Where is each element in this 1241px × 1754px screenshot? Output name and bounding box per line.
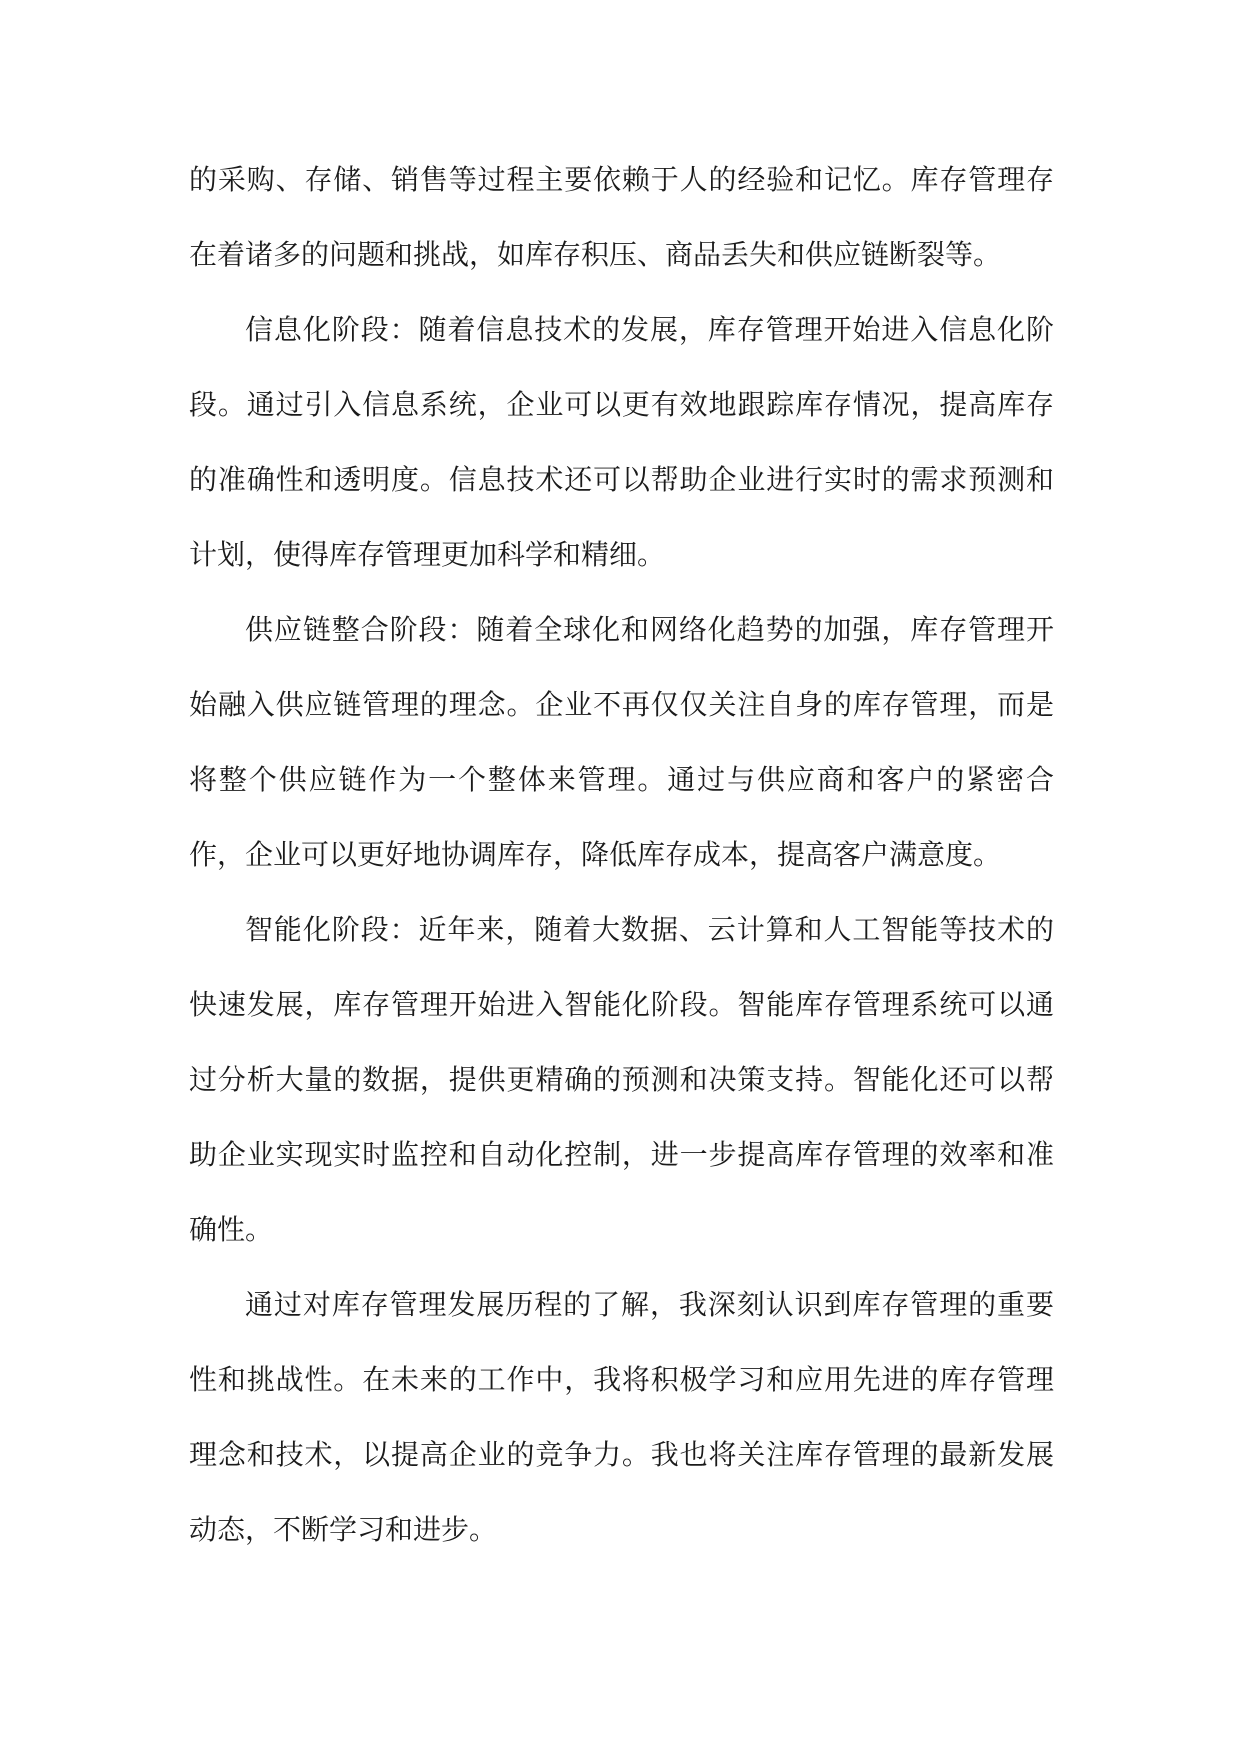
paragraph-informatization-stage: 信息化阶段：随着信息技术的发展，库存管理开始进入信息化阶段。通过引入信息系统，企业可以更有效地跟踪库存情况，提高库存的准确性和透明度。信息技术还可以帮助企业进行实时的需求预测和计划，使得库存管理更加科学和精细。: [189, 313, 1054, 571]
paragraph-conclusion: 通过对库存管理发展历程的了解，我深刻认识到库存管理的重要性和挑战性。在未来的工作中，我将积极学习和应用先进的库存管理理念和技术，以提高企业的竞争力。我也将关注库存管理的最新发展动态，不断学习和进步。: [189, 1288, 1054, 1546]
document-body: [189, 142, 1054, 1567]
paragraph-continuation: 的采购、存储、销售等过程主要依赖于人的经验和记忆。库存管理存在着诸多的问题和挑战，如库存积压、商品丢失和供应链断裂等。: [189, 163, 1054, 271]
paragraph-supply-chain-stage: 供应链整合阶段：随着全球化和网络化趋势的加强，库存管理开始融入供应链管理的理念。企业不再仅仅关注自身的库存管理，而是将整个供应链作为一个整体来管理。通过与供应商和客户的紧密合作，企业可以更好地协调库存，降低库存成本，提高客户满意度。: [189, 613, 1054, 871]
paragraph-intelligent-stage: 智能化阶段：近年来，随着大数据、云计算和人工智能等技术的快速发展，库存管理开始进入智能化阶段。智能库存管理系统可以通过分析大量的数据，提供更精确的预测和决策支持。智能化还可以帮助企业实现实时监控和自动化控制，进一步提高库存管理的效率和准确性。: [189, 913, 1054, 1246]
